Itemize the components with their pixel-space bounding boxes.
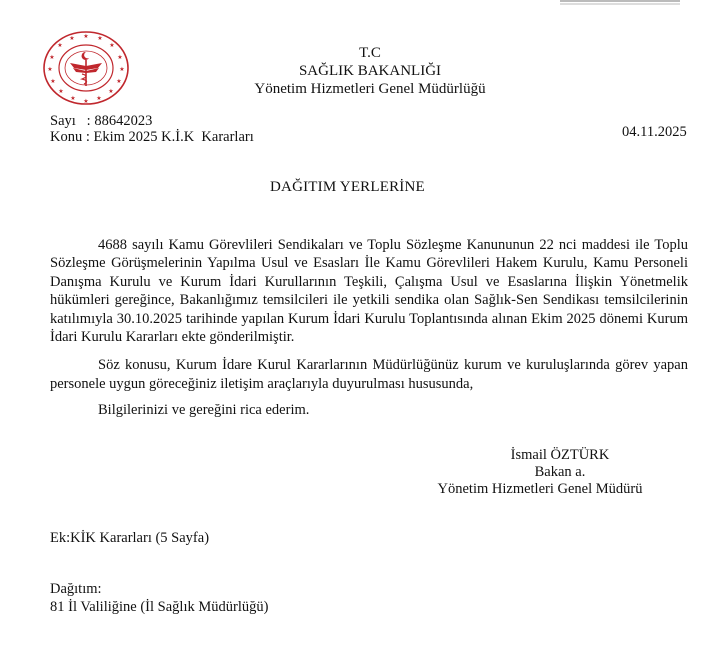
svg-text:★: ★ bbox=[58, 88, 64, 95]
signatory-title: Yönetim Hizmetleri Genel Müdürü bbox=[437, 481, 643, 497]
body-paragraph: Bilgilerinizi ve gereğini rica ederim. bbox=[98, 402, 310, 419]
svg-text:★: ★ bbox=[96, 95, 102, 102]
signatory-name: İsmail ÖZTÜRK bbox=[510, 447, 610, 463]
header-ministry: SAĞLIK BAKANLIĞI bbox=[298, 63, 442, 79]
svg-text:★: ★ bbox=[116, 78, 122, 85]
sayi-label: Sayı : bbox=[50, 113, 91, 129]
svg-text:★: ★ bbox=[57, 42, 63, 49]
header-tc: T.C bbox=[359, 45, 381, 61]
distribution-title: DAĞITIM YERLERİNE bbox=[270, 179, 425, 195]
svg-text:★: ★ bbox=[69, 35, 75, 42]
konu-value: Ekim 2025 K.İ.K Kararları bbox=[93, 129, 254, 145]
konu-row bbox=[50, 129, 254, 145]
letter-body bbox=[50, 236, 688, 430]
svg-text:★: ★ bbox=[47, 66, 53, 73]
body-paragraph: 4688 sayılı Kamu Görevlileri Sendikaları ve Toplu Sözleşme Kanununun 22 nci maddesi ile Toplu Sözleşme Görüşmelerinin Yapılma Usul ve Esasları İle Kamu Görevlileri Hakem Kurulu, Kamu Personeli Danışma Kurulu ve Kurum İdari Kurullarının Teşkili, Çalışma Usul ve Esaslarına İlişkin Yönetmelik hükümleri gereğince, Bakanlığımız temsilcileri ile yetkili sendika olan Sağlık-Sen Sendikası temsilcilerinin katılımıyla 30.10.2025 tarihinde yapılan Kurum İdari Kurulu Toplantısında alınan Ekim 2025 dönemi Kurum İdari Kurulu Kararları ekte gönderilmiştir. bbox=[50, 237, 688, 346]
attachment-note: Ek:KİK Kararları (5 Sayfa) bbox=[50, 530, 210, 546]
ministry-seal-icon bbox=[42, 30, 130, 106]
faint-header-note bbox=[560, 0, 680, 3]
svg-text:★: ★ bbox=[109, 42, 115, 49]
svg-text:★: ★ bbox=[119, 66, 125, 73]
svg-text:★: ★ bbox=[83, 98, 89, 105]
document-date: 04.11.2025 bbox=[622, 124, 687, 140]
sayi-row bbox=[50, 113, 254, 129]
svg-text:★: ★ bbox=[49, 54, 55, 61]
konu-label: Konu : bbox=[50, 129, 90, 145]
svg-text:★: ★ bbox=[83, 33, 89, 40]
svg-text:★: ★ bbox=[70, 95, 76, 102]
distribution-label: Dağıtım: bbox=[50, 581, 102, 597]
body-paragraph: Söz konusu, Kurum İdare Kurul Kararlarının Müdürlüğünüz kurum ve kuruluşlarında görev yapan personele uygun göreceğiniz iletişim araçlarıyla duyurulması hususunda, bbox=[50, 357, 688, 392]
svg-text:★: ★ bbox=[50, 78, 56, 85]
distribution-recipient: 81 İl Valiliğine (İl Sağlık Müdürlüğü) bbox=[50, 599, 269, 615]
letterhead bbox=[240, 44, 500, 98]
distribution-list bbox=[50, 580, 268, 616]
signatory-on-behalf: Bakan a. bbox=[534, 464, 586, 480]
sayi-value: 88642023 bbox=[94, 113, 153, 129]
header-directorate: Yönetim Hizmetleri Genel Müdürlüğü bbox=[254, 81, 486, 97]
svg-text:★: ★ bbox=[97, 35, 103, 42]
document-meta bbox=[50, 113, 254, 145]
svg-text:★: ★ bbox=[117, 54, 123, 61]
signature-block bbox=[420, 447, 660, 498]
svg-text:★: ★ bbox=[108, 88, 114, 95]
